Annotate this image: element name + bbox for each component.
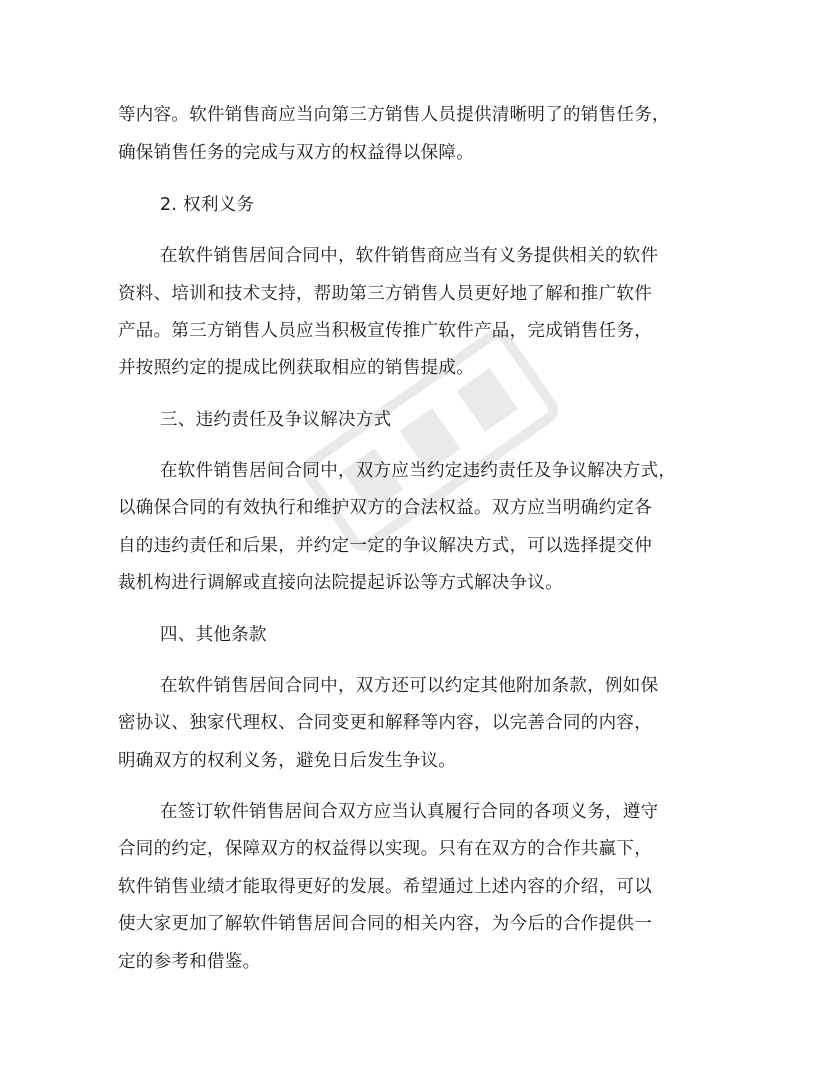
- text-line: 等内容。软件销售商应当向第三方销售人员提供清晰明了的销售任务，: [118, 105, 670, 125]
- text-line: 在签订软件销售居间合双方应当认真履行合同的各项义务，遵守: [160, 802, 659, 822]
- text-line: 软件销售业绩才能取得更好的发展。希望通过上述内容的介绍，可以: [118, 877, 652, 897]
- text-line: 在软件销售居间合同中，双方应当约定违约责任及争议解决方式，: [160, 461, 677, 481]
- text-line: 定的参考和借鉴。: [118, 952, 261, 972]
- text-line: 确保销售任务的完成与双方的权益得以保障。: [118, 143, 474, 163]
- text-line: 在软件销售居间合同中，双方还可以约定其他附加条款，例如保: [160, 676, 659, 696]
- text-line: 在软件销售居间合同中，软件销售商应当有义务提供相关的软件: [160, 246, 659, 266]
- section-heading: 三、违约责任及争议解决方式: [160, 410, 392, 430]
- text-line: 以确保合同的有效执行和维护双方的合法权益。双方应当明确约定各: [118, 498, 652, 518]
- text-line: 密协议、独家代理权、合同变更和解释等内容，以完善合同的内容，: [118, 713, 652, 733]
- text-line: 资料、培训和技术支持，帮助第三方销售人员更好地了解和推广软件: [118, 284, 652, 304]
- text-line: 并按照约定的提成比例获取相应的销售提成。: [118, 358, 474, 378]
- text-line: 裁机构进行调解或直接向法院提起诉讼等方式解决争议。: [118, 573, 563, 593]
- section-heading: 四、其他条款: [160, 625, 267, 645]
- text-line: 明确双方的权利义务，避免日后发生争议。: [118, 751, 457, 771]
- text-line: 产品。第三方销售人员应当积极宣传推广软件产品，完成销售任务，: [118, 321, 652, 341]
- text-line: 使大家更加了解软件销售居间合同的相关内容，为今后的合作提供一: [118, 914, 652, 934]
- text-line: 合同的约定，保障双方的权益得以实现。只有在双方的合作共赢下，: [118, 839, 652, 859]
- text-line: 自的违约责任和后果，并约定一定的争议解决方式，可以选择提交仲: [118, 536, 652, 556]
- section-heading: 2. 权利义务: [160, 195, 255, 215]
